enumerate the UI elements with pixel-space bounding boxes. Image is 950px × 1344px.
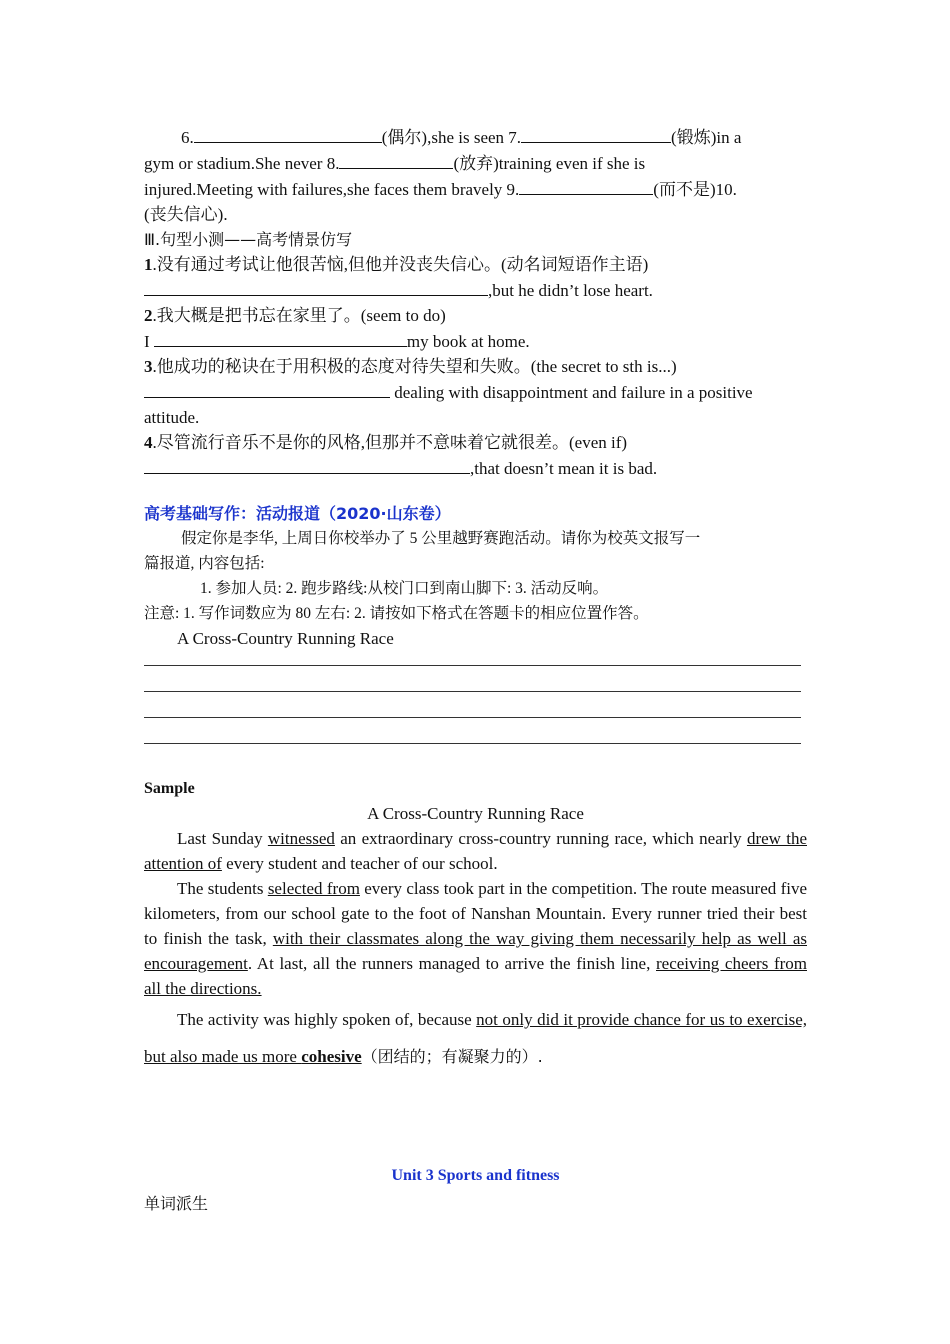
item-prompt: .他成功的秘诀在于用积极的态度对待失望和失败。(the secret to sth is...) — [152, 357, 677, 376]
item-prompt: .我大概是把书忘在家里了。(seem to do) — [152, 306, 446, 325]
item-2-prompt — [144, 303, 807, 328]
item-number: 3 — [144, 357, 153, 376]
answer-blank-2[interactable] — [154, 328, 407, 347]
writing-task-line-2: 篇报道, 内容包括: — [144, 555, 265, 572]
item-prompt: .尽管流行音乐不是你的风格,但那并不意味着它就很差。(even if) — [152, 433, 628, 452]
answer-text: my book at home. — [406, 332, 530, 351]
writing-points: 1. 参加人员: 2. 跑步路线:从校门口到南山脚下: 3. 活动反响。 — [200, 580, 609, 597]
fill-text: (偶尔),she is seen 7. — [381, 128, 522, 147]
sample-text: Last Sunday — [177, 829, 268, 848]
sample-paragraph-3 — [144, 1001, 807, 1075]
answer-blank-1[interactable] — [144, 277, 488, 296]
fill-text: (放弃)training even if she is — [453, 154, 646, 173]
item-number: 2 — [144, 306, 153, 325]
answer-text: ,but he didn’t lose heart. — [488, 281, 653, 300]
sample-underlined: witnessed — [267, 829, 335, 848]
sample-title: A Cross-Country Running Race — [367, 804, 584, 823]
sample-underlined: receiving cheers from all the directions. — [144, 954, 807, 998]
item-number: 1 — [144, 255, 153, 274]
answer-text: I — [144, 332, 154, 351]
writing-essay-title: A Cross-Country Running Race — [177, 629, 394, 648]
sample-underlined-text: not only did it provide chance for us to exercise, but also made us more — [144, 1010, 807, 1066]
fill-text: injured.Meeting with failures,she faces them bravely 9. — [144, 180, 520, 199]
sample-text: an extraordinary cross-country running race, which nearly — [334, 829, 747, 848]
section-title: Ⅲ.句型小测——高考情景仿写 — [144, 230, 353, 249]
answer-text: ,that doesn’t mean it is bad. — [470, 459, 658, 478]
sample-text: . At last, all the runners managed to arrive the finish line, — [247, 954, 656, 973]
writing-task-line-1: 假定你是李华, 上周日你校举办了 5 公里越野赛跑活动。请你为校英文报写一 — [181, 530, 701, 547]
sample-label: Sample — [144, 780, 195, 797]
item-number: 4 — [144, 433, 153, 452]
sample-text: every class took part in the competition. The route measured five kilometers, from our school gate to the foot of Nanshan Mountain. Every runner tried their best to finish the task, — [144, 879, 808, 948]
sample-text: The students — [177, 879, 268, 898]
document-page — [144, 124, 807, 1217]
item-1-answer — [144, 277, 807, 303]
item-2-answer — [144, 328, 807, 354]
sample-underlined: with their classmates along the way giving them necessarily help as well as encouragement — [144, 929, 807, 973]
fill-line-3 — [144, 176, 807, 202]
item-3-answer-cont: attitude. — [144, 408, 200, 427]
unit-title: Unit 3 Sports and fitness — [391, 1167, 560, 1184]
writing-notes: 注意: 1. 写作词数应为 80 左右: 2. 请按如下格式在答题卡的相应位置作答。 — [144, 605, 649, 622]
item-prompt: .没有通过考试让他很苦恼,但他并没丧失信心。(动名词短语作主语) — [152, 255, 649, 274]
sample-gloss: （团结的；有凝聚力的）. — [361, 1047, 543, 1066]
sample-underlined: drew the attention of — [144, 829, 807, 873]
answer-rule[interactable] — [144, 666, 801, 692]
sample-bold-word: cohesive — [301, 1047, 362, 1066]
answer-blank-4[interactable] — [144, 455, 470, 474]
fill-text: gym or stadium.She never 8. — [144, 154, 340, 173]
item-3-answer — [144, 379, 807, 405]
fill-line-4: (丧失信心). — [144, 205, 228, 224]
item-4-answer — [144, 455, 807, 481]
answer-rule[interactable] — [144, 692, 801, 718]
fill-text: 6. — [181, 128, 194, 147]
blank-6[interactable] — [194, 124, 382, 143]
answer-text: dealing with disappointment and failure in a positive — [390, 383, 753, 402]
answer-rule[interactable] — [144, 718, 801, 744]
answer-blank-3[interactable] — [144, 379, 390, 398]
item-4-prompt — [144, 430, 807, 455]
blank-8[interactable] — [339, 150, 453, 169]
unit-subtitle: 单词派生 — [144, 1196, 209, 1213]
answer-rule[interactable] — [144, 651, 801, 666]
writing-heading: 高考基础写作：活动报道（2020·山东卷） — [144, 504, 451, 523]
blank-7[interactable] — [521, 124, 671, 143]
sample-text: every student and teacher of our school. — [221, 854, 498, 873]
sample-underlined: selected from — [267, 879, 360, 898]
item-3-prompt — [144, 354, 807, 379]
item-1-prompt — [144, 252, 807, 277]
sample-paragraph-2 — [144, 876, 807, 1001]
fill-line-2 — [144, 150, 807, 176]
fill-text: (锻炼)in a — [671, 128, 742, 147]
sample-text: The activity was highly spoken of, because — [177, 1010, 477, 1029]
fill-line-1 — [144, 124, 807, 150]
sample-paragraph-1 — [144, 826, 807, 876]
fill-text: (而不是)10. — [653, 180, 737, 199]
blank-9[interactable] — [519, 176, 653, 195]
